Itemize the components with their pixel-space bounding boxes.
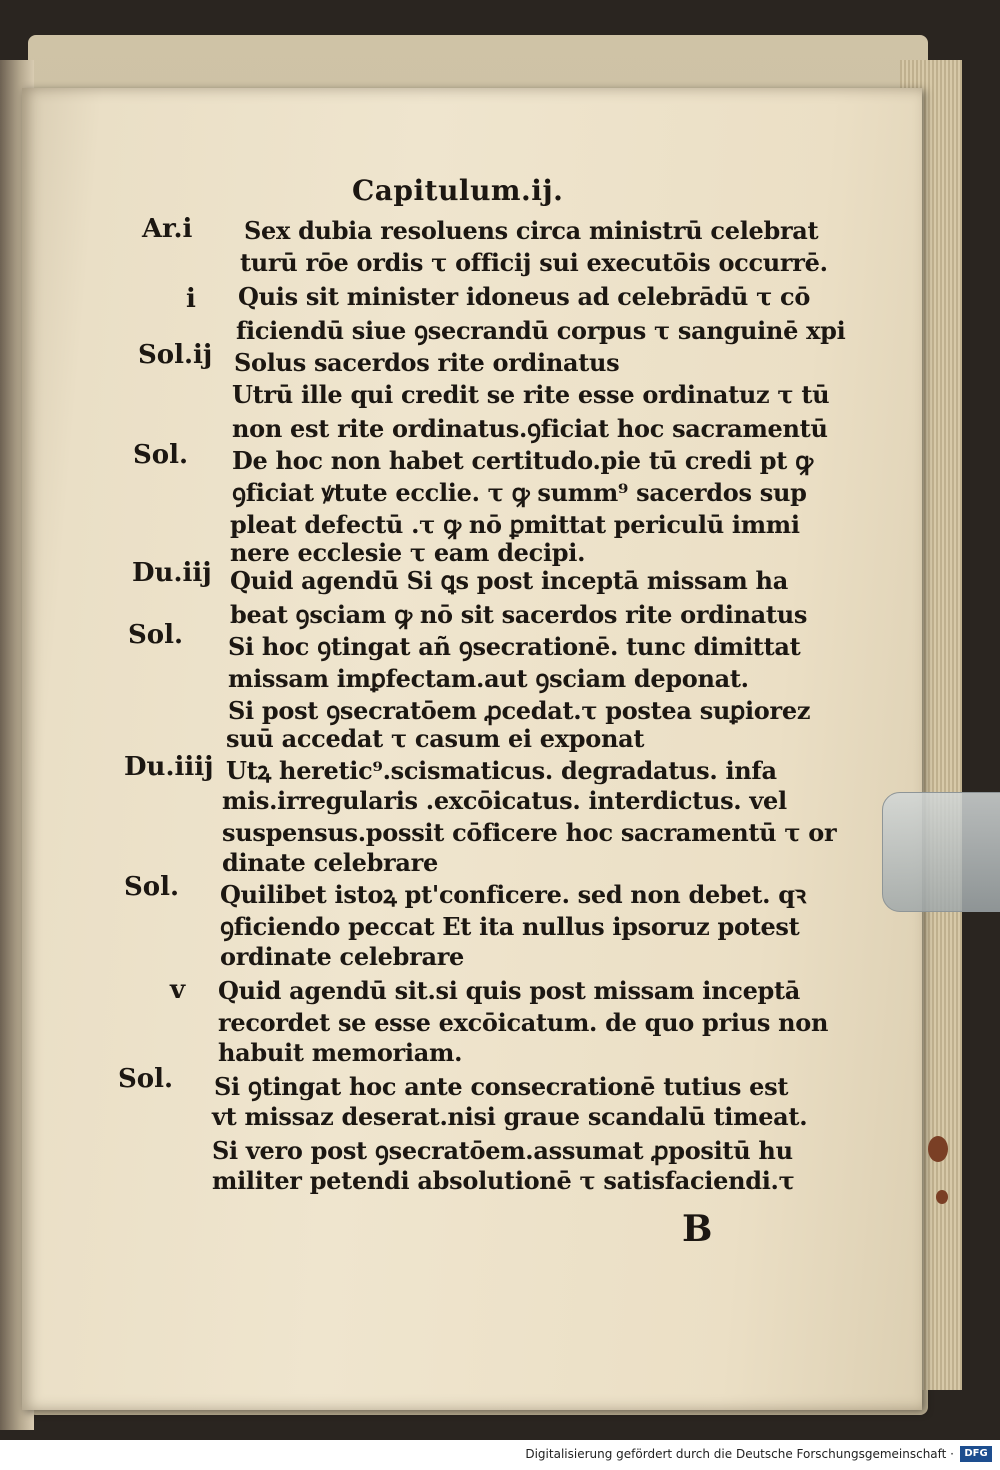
text-line: turū rōe ordis τ officij sui executōis occurrē. [240,248,828,277]
text-line: dinate celebrare [222,848,438,877]
text-line: De hoc non habet certitudo.pie tū credi pt ꝙ [232,446,813,475]
margin-label: Sol.ij [138,340,213,370]
text-line: ordinate celebrare [220,942,465,971]
chapter-heading: Capitulum.ij. [352,174,564,207]
text-line: Solus sacerdos rite ordinatus [234,348,620,377]
text-line: Utrū ille qui credit se rite esse ordinatuz τ tū [232,380,830,409]
margin-label: Sol. [124,872,180,902]
text-line: beat ꝯsciam ꝙ nō sit sacerdos rite ordinatus [230,600,808,629]
text-line: non est rite ordinatus.ꝯficiat hoc sacramentū [232,414,828,443]
text-line: ꝯficiat ꝟtute ecclie. τ ꝙ summ⁹ sacerdos sup [232,478,807,507]
margin-label: Sol. [128,620,184,650]
text-line: Si vero post ꝯsecratōem.assumat ꝓpositū hu [212,1136,793,1165]
text-line: suū accedat τ casum ei exponat [226,724,645,753]
text-line: missam imꝑfectam.aut ꝯsciam deponat. [228,664,749,693]
text-line: ficiendū siue ꝯsecrandū corpus τ sanguinē xpi [236,316,846,345]
text-line: Si ꝯtingat hoc ante consecrationē tutius est [214,1072,789,1101]
text-line: vt missaz deserat.nisi graue scandalū timeat. [212,1102,808,1131]
margin-label: Sol. [133,440,189,470]
text-line: Quid agendū sit.si quis post missam inceptā [218,976,801,1005]
text-line: Utꝝ heretic⁹.scismaticus. degradatus. infa [226,756,777,785]
text-line: Si hoc ꝯtingat añ ꝯsecrationē. tunc dimittat [228,632,801,661]
text-line: Sex dubia resoluens circa ministrū celebrat [244,216,819,245]
text-line: Quid agendū Si ꝗs post inceptā missam ha [230,566,788,595]
text-line: Quilibet istoꝝ pt'conficere. sed non debet. qꝛ [220,880,806,909]
footer-bar [0,1440,1000,1470]
text-line: militer petendi absolutionē τ satisfaciendi.τ [212,1166,795,1195]
margin-label: Ar.i [142,214,193,244]
funding-credit: Digitalisierung gefördert durch die Deutsche Forschungsgemeinschaft · [525,1447,954,1461]
margin-label: Sol. [118,1064,174,1094]
text-line: Quis sit minister idoneus ad celebrādū τ cō [238,282,811,311]
signature-mark: B [682,1208,713,1250]
text-line: mis.irregularis .excōicatus. interdictus. vel [222,786,787,815]
text-line: ꝯficiendo peccat Et ita nullus ipsoruz potest [220,912,800,941]
margin-label: v [170,975,186,1005]
text-line: suspensus.possit cōficere hoc sacramentū τ or [222,818,837,847]
text-line: habuit memoriam. [218,1038,463,1067]
text-line: nere ecclesie τ eam decipi. [230,538,586,567]
dfg-logo: DFG [960,1446,992,1462]
text-line: recordet se esse excōicatum. de quo prius non [218,1008,829,1037]
margin-label: Du.iij [132,558,212,588]
text-line: pleat defectū .τ ꝙ nō ꝑmittat periculū immi [230,510,800,539]
margin-label: i [186,284,196,314]
text-line: Si post ꝯsecratōem ꝓcedat.τ postea suꝑiorez [228,696,811,725]
margin-label: Du.iiij [124,752,214,782]
